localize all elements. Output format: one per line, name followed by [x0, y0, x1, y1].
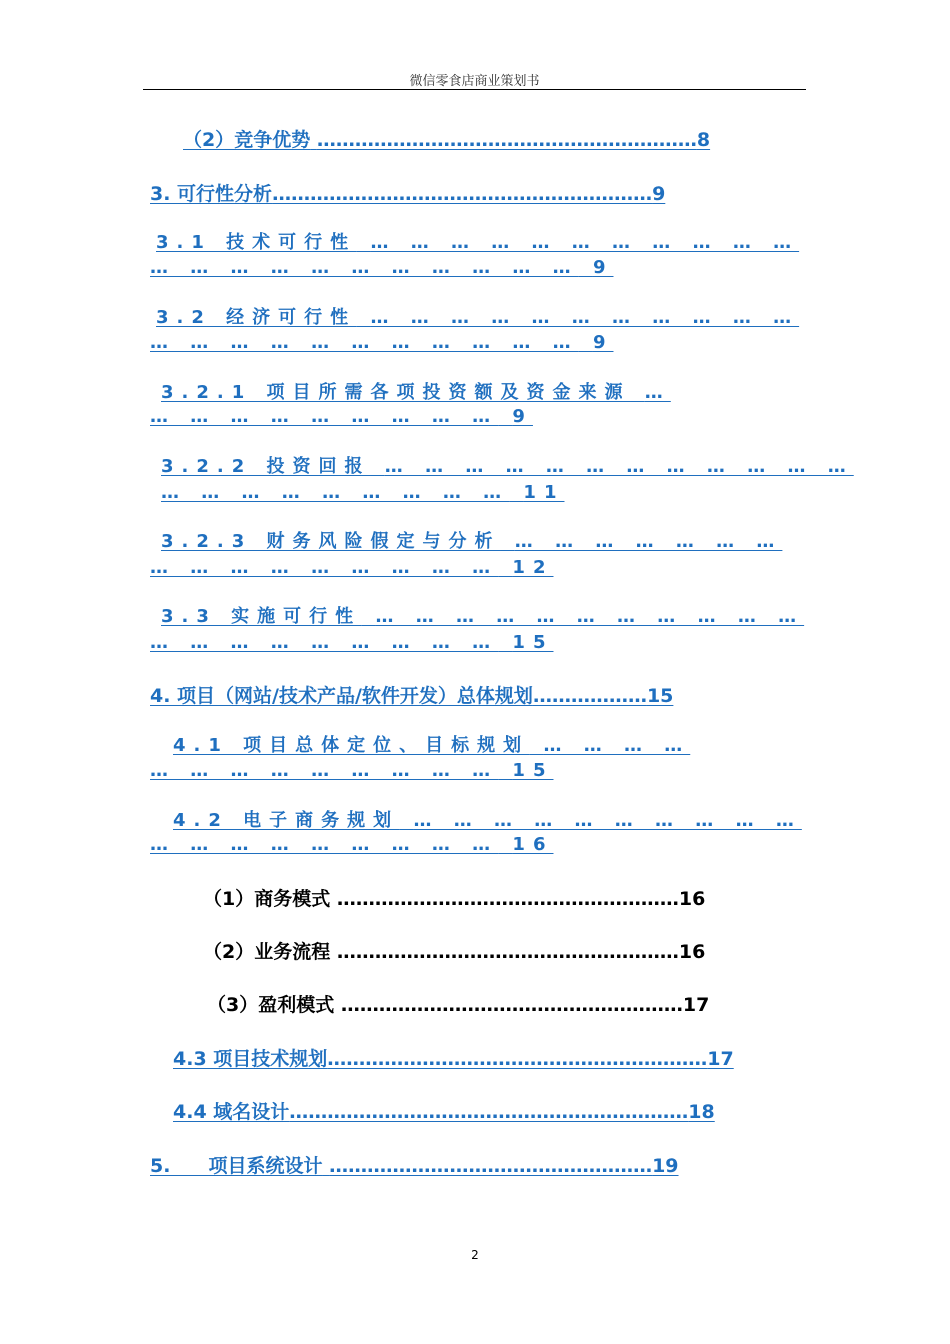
toc-page: 16	[512, 834, 554, 855]
toc-label: 4.4 域名设计	[173, 1101, 290, 1123]
toc-page: 8	[696, 129, 711, 151]
toc-leader: … … … … … … … … … … …	[375, 606, 805, 627]
toc-page: 9	[592, 257, 614, 278]
toc-item-ecommerce-planning-cont[interactable]	[150, 832, 553, 858]
toc-label: 3.2.1 项目所需各项投资额及资金来源	[161, 382, 631, 403]
toc-page: 17	[707, 1048, 734, 1070]
toc-item-investment-return[interactable]	[161, 454, 854, 480]
toc-item-financial-risk-cont[interactable]	[150, 555, 553, 581]
toc-label: （2）业务流程	[203, 941, 331, 963]
toc-leader: … … … … … … … … … …	[413, 810, 802, 831]
running-header: 微信零食店商业策划书	[409, 74, 540, 89]
toc-item-competitive-advantage[interactable]	[183, 127, 775, 153]
toc-label: （1）商务模式	[203, 888, 331, 910]
toc-page: 9	[592, 332, 614, 353]
toc-page: 9	[512, 406, 533, 427]
toc-leader: … … … … … … … … … … …	[370, 307, 800, 328]
toc-item-system-design[interactable]	[150, 1153, 679, 1179]
toc-leader: … … … … … … … … … … …	[370, 232, 800, 253]
toc-item-investment-sources[interactable]	[161, 380, 671, 406]
toc-leader: ……………………………………………	[329, 1155, 653, 1177]
toc-leader: …	[644, 382, 671, 403]
toc-item-implementation-feasibility[interactable]	[161, 604, 804, 630]
toc-label: 4.2 电子商务规划	[173, 810, 400, 831]
toc-item-technical-planning[interactable]	[173, 1046, 734, 1072]
toc-leader: … … … … … … … … …	[150, 406, 499, 427]
toc-item-economic-feasibility[interactable]	[156, 305, 799, 331]
page-number: 2	[471, 1248, 479, 1262]
toc-label: 4.1 项目总体定位、目标规划	[173, 735, 530, 756]
toc-item-ecommerce-planning[interactable]	[173, 808, 802, 834]
toc-leader: ………………………………………………………	[289, 1101, 689, 1123]
toc-page: 16	[678, 941, 706, 963]
toc-item-business-process[interactable]	[203, 939, 705, 965]
toc-leader: … … … … … … …	[514, 531, 783, 552]
toc-leader: … … … … … … … … …	[161, 482, 510, 503]
toc-page: 15	[646, 685, 674, 707]
toc-label: 3.2.2 投资回报	[161, 456, 371, 477]
toc-leader: … … … … … … … … …	[150, 760, 499, 781]
toc-label: 4.3 项目技术规划	[173, 1048, 328, 1070]
toc-item-positioning-goals-cont[interactable]	[150, 758, 553, 784]
toc-label: 4. 项目（网站/技术产品/软件开发）总体规划	[150, 685, 533, 707]
toc-leader: ………………	[532, 685, 647, 707]
toc-page: 17	[682, 994, 710, 1016]
toc-item-technical-feasibility-cont[interactable]	[150, 255, 613, 281]
toc-item-business-model[interactable]	[203, 886, 705, 912]
toc-label: 5. 项目系统设计	[150, 1155, 323, 1177]
toc-label: 3.1 技术可行性	[156, 232, 357, 253]
toc-label: 3.2 经济可行性	[156, 307, 357, 328]
toc-item-implementation-feasibility-cont[interactable]	[150, 630, 553, 656]
toc-leader: ………………………………………………	[336, 888, 679, 910]
toc-item-overall-planning[interactable]	[150, 683, 673, 709]
toc-label: （2）竞争优势	[183, 129, 311, 151]
toc-leader: ……………………………………………………	[327, 1048, 708, 1070]
toc-leader: ………………………………………………	[340, 994, 683, 1016]
toc-leader: … … … … … … … … … … …	[150, 257, 579, 278]
toc-item-investment-return-cont[interactable]	[161, 480, 564, 506]
toc-item-investment-sources-cont[interactable]	[150, 404, 533, 430]
toc-page: 9	[652, 183, 666, 205]
toc-leader: … … … …	[543, 735, 691, 756]
toc-page: 18	[688, 1101, 715, 1123]
toc-item-profit-model[interactable]	[207, 992, 709, 1018]
toc-page: 11	[523, 482, 565, 503]
toc-leader: … … … … … … … … …	[150, 834, 499, 855]
toc-leader: ……………………………………………………	[272, 183, 653, 205]
toc-page: 12	[512, 557, 554, 578]
toc-item-economic-feasibility-cont[interactable]	[150, 330, 613, 356]
toc-leader: ………………………………………………	[336, 941, 679, 963]
toc-leader: ……………………………………………………	[316, 129, 697, 151]
toc-label: 3. 可行性分析	[150, 183, 273, 205]
toc-label: （3）盈利模式	[207, 994, 335, 1016]
toc-item-domain-design[interactable]	[173, 1099, 715, 1125]
toc-leader: … … … … … … … … … … … …	[384, 456, 854, 477]
toc-page: 19	[652, 1155, 679, 1177]
toc-item-positioning-goals[interactable]	[173, 733, 690, 759]
header-divider	[143, 89, 806, 90]
toc-page: 15	[512, 760, 554, 781]
toc-item-financial-risk[interactable]	[161, 529, 782, 555]
toc-label: 3.3 实施可行性	[161, 606, 362, 627]
toc-item-feasibility-analysis[interactable]	[150, 181, 665, 207]
toc-page: 15	[512, 632, 554, 653]
toc-leader: … … … … … … … … …	[150, 557, 499, 578]
toc-label: 3.2.3 财务风险假定与分析	[161, 531, 501, 552]
toc-item-technical-feasibility[interactable]	[156, 230, 799, 256]
toc-leader: … … … … … … … … …	[150, 632, 499, 653]
toc-leader: … … … … … … … … … … …	[150, 332, 579, 353]
toc-page: 16	[678, 888, 706, 910]
